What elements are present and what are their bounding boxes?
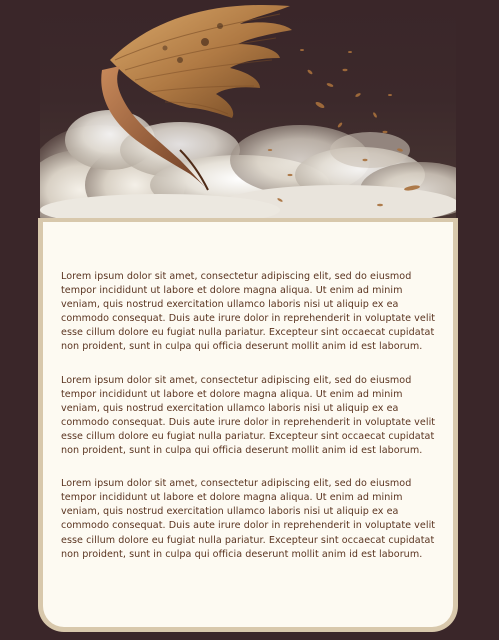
paragraph: Lorem ipsum dolor sit amet, consectetur adipiscing elit, sed do eiusmod tempor incididunt ut labore et dolore magna aliqua. Ut enim ad minim veniam, quis nostrud exercitation ullamco laboris nisi ut aliquip ex ea commodo consequat. Duis aute irure dolor in reprehenderit in voluptate velit esse cillum dolore eu fugiat nulla pariatur. Excepteur sint occaecat cupidatat non proident, sunt in culpa qui officia deserunt mollit anim id est laborum. — [61, 374, 436, 457]
content-card — [38, 218, 458, 632]
paragraph: Lorem ipsum dolor sit amet, consectetur adipiscing elit, sed do eiusmod tempor incididunt ut labore et dolore magna aliqua. Ut enim ad minim veniam, quis nostrud exercitation ullamco laboris nisi ut aliquip ex ea commodo consequat. Duis aute irure dolor in reprehenderit in voluptate velit esse cillum dolore eu fugiat nulla pariatur. Excepteur sint occaecat cupidatat non proident, sunt in culpa qui officia deserunt mollit anim id est laborum. — [61, 271, 436, 353]
header-illustration — [40, 0, 456, 222]
article-body — [61, 270, 439, 581]
winged-figure-clouds-icon — [40, 0, 456, 222]
paragraph: Lorem ipsum dolor sit amet, consectetur adipiscing elit, sed do eiusmod tempor incididunt ut labore et dolore magna aliqua. Ut enim ad minim veniam, quis nostrud exercitation ullamco laboris nisi ut aliquip ex ea commodo consequat. Duis aute irure dolor in reprehenderit in voluptate velit esse cillum dolore eu fugiat nulla pariatur. Excepteur sint occaecat cupidatat non proident, sunt in culpa qui officia deserunt mollit anim id est laborum. — [61, 478, 436, 560]
